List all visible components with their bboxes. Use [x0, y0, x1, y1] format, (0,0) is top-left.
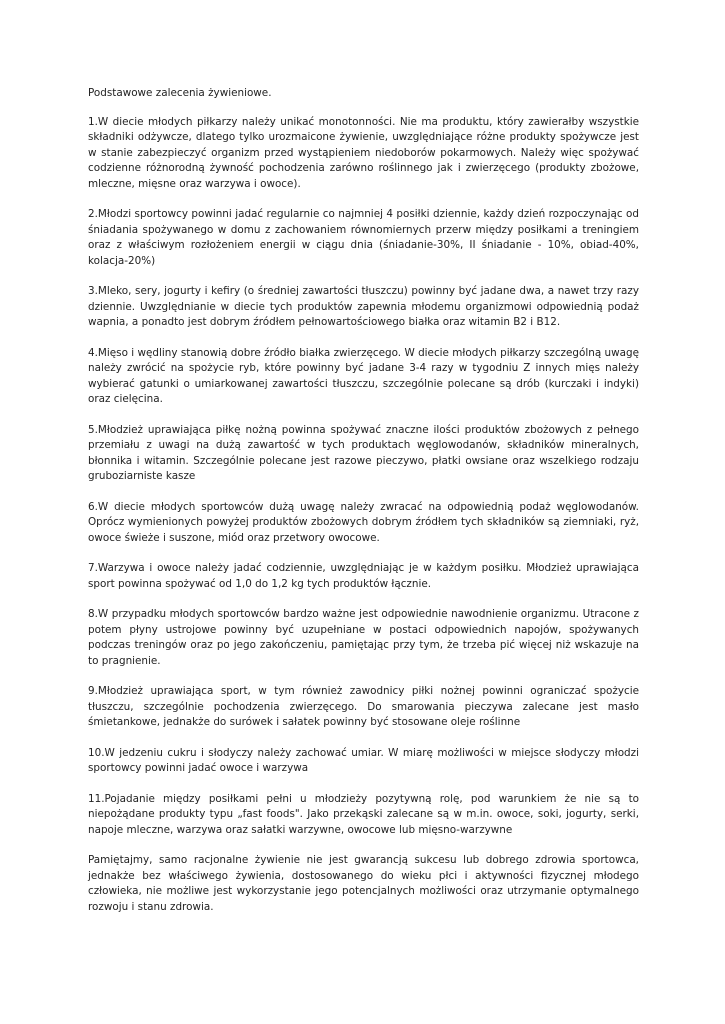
paragraph-5: 5.Młodzież uprawiająca piłkę nożną powinna spożywać znaczne ilości produktów zbożowych z pełnego przemiału z uwagi na dużą zawartość w tych produktach węglowodanów, składników mineralnych, błonnika i witamin. Szczególnie polecane jest razowe pieczywo, płatki owsiane oraz wszelkiego rodzaju gruboziarniste kasze — [88, 423, 639, 482]
paragraph-2: 2.Młodzi sportowcy powinni jadać regularnie co najmniej 4 posiłki dziennie, każdy dzień rozpoczynając od śniadania spożywanego w domu z zachowaniem równomiernych przerw między posiłkami a treningiem oraz z właściwym rozłożeniem energii w ciągu dnia (śniadanie-30%, II śniadanie - 10%, obiad-40%, kolacja-20%) — [88, 208, 639, 267]
paragraph-4: 4.Mięso i wędliny stanowią dobre źródło białka zwierzęcego. W diecie młodych piłkarzy szczególną uwagę należy zwrócić na spożycie ryb, które powinny być jadane 3-4 razy w tygodniu Z innych mięs należy wybierać gatunki o umiarkowanej zawartości tłuszczu, szczególnie polecane są drób (kurczaki i indyki) oraz cielęcina. — [88, 346, 639, 405]
paragraph-9: 9.Młodzież uprawiająca sport, w tym również zawodnicy piłki nożnej powinni ograniczać spożycie tłuszczu, szczególnie pochodzenia zwierzęcego. Do smarowania pieczywa zalecane jest masło śmietankowe, jednakże do surówek i sałatek powinny być stosowane oleje roślinne — [88, 685, 639, 728]
paragraph-1: 1.W diecie młodych piłkarzy należy unikać monotonności. Nie ma produktu, który zawierałby wszystkie składniki odżywcze, dlatego tylko urozmaicone żywienie, uwzględniające różne produkty spożywcze jest w stanie zabezpieczyć organizm przed wystąpieniem niedoborów pokarmowych. Należy więc spożywać codzienne różnorodną żywność pochodzenia zarówno roślinnego jak i zwierzęcego (produkty zbożowe, mleczne, mięsne oraz warzywa i owoce). — [88, 115, 639, 190]
paragraph-10: 10.W jedzeniu cukru i słodyczy należy zachować umiar. W miarę możliwości w miejsce słodyczy młodzi sportowcy powinni jadać owoce i warzywa — [88, 746, 639, 774]
paragraph-6: 6.W diecie młodych sportowców dużą uwagę należy zwracać na odpowiednią podaż węglowodanów. Oprócz wymienionych powyżej produktów zbożowych dobrym źródłem tych składników są ziemniaki, ryż, owoce świeże i suszone, miód oraz przetwory owocowe. — [88, 500, 639, 544]
paragraph-8: 8.W przypadku młodych sportowców bardzo ważne jest odpowiednie nawodnienie organizmu. Utracone z potem płyny ustrojowe powinny być uzupełniane w postaci odpowiednich napojów, spożywanych podczas treningów oraz po jego zakończeniu, pamiętając przy tym, że trzeba pić więcej niż wskazuje na to pragnienie. — [88, 608, 639, 667]
paragraph-3: 3.Mleko, sery, jogurty i kefiry (o średniej zawartości tłuszczu) powinny być jadane dwa, a nawet trzy razy dziennie. Uwzględnianie w diecie tych produktów zapewnia młodemu organizmowi odpowiednią podaż wapnia, a ponadto jest dobrym źródłem pełnowartościowego białka oraz witamin B2 i B12. — [88, 285, 639, 328]
paragraph-11: 11.Pojadanie między posiłkami pełni u młodzieży pozytywną rolę, pod warunkiem że nie są to niepożądane produkty typu „fast foods". Jako przekąski zalecane są w m.in. owoce, soki, jogurty, serki, napoje mleczne, warzywa oraz sałatki warzywne, owocowe lub mięsno-warzywne — [88, 792, 639, 836]
document-body — [88, 86, 639, 930]
document-title: Podstawowe zalecenia żywieniowe. — [88, 87, 272, 99]
paragraph-7: 7.Warzywa i owoce należy jadać codziennie, uwzględniając je w każdym posiłku. Młodzież uprawiająca sport powinna spożywać od 1,0 do 1,2 kg tych produktów łącznie. — [88, 562, 639, 590]
closing-paragraph: Pamiętajmy, samo racjonalne żywienie nie jest gwarancją sukcesu lub dobrego zdrowia sportowca, jednakże bez właściwego żywienia, dostosowanego do wieku płci i aktywności fizycznej młodego człowieka, nie możliwe jest wykorzystanie jego potencjalnych możliwości oraz utrzymanie optymalnego rozwoju i stanu zdrowia. — [88, 854, 639, 913]
